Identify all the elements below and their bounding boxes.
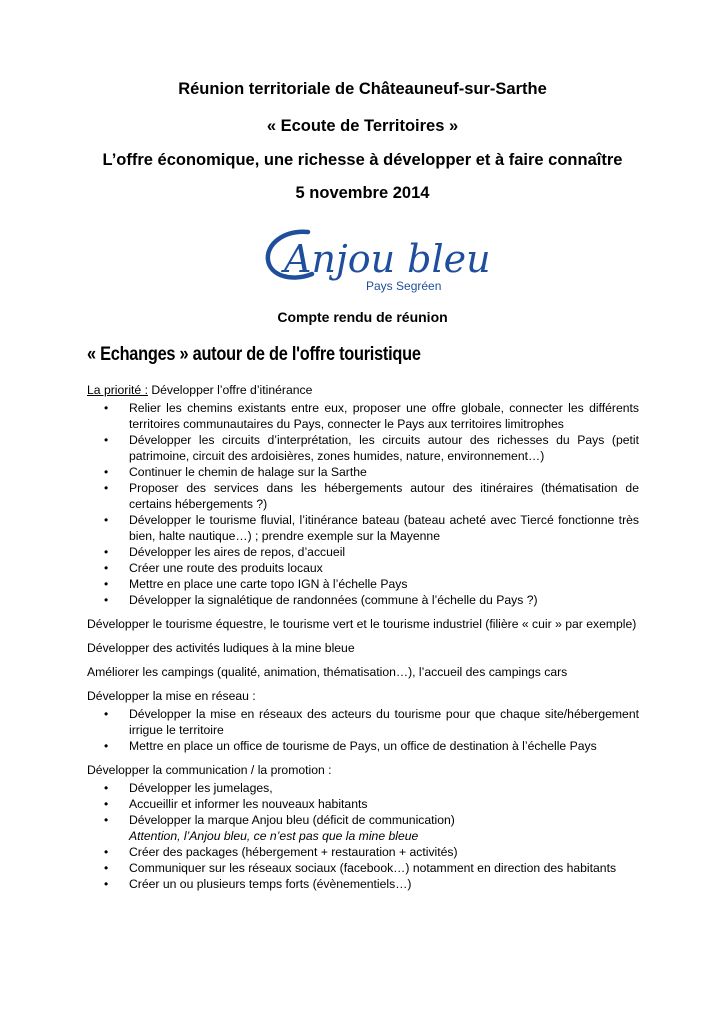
- report-body: [87, 382, 639, 900]
- header-line-3: L’offre économique, une richesse à développer et à faire connaître: [102, 151, 623, 169]
- bullet-icon: •: [104, 781, 109, 795]
- bullet-icon: •: [104, 861, 109, 875]
- list-item: • Créer des packages (hébergement + restauration + activités): [104, 845, 458, 859]
- list-item: • Continuer le chemin de halage sur la Sarthe: [104, 465, 367, 479]
- list-item: • Relier les chemins existants entre eux, proposer une offre globale, connecter les différents territoires communautaires du Pays, connecter le Pays aux territoires limitrophes: [104, 401, 639, 431]
- list-item: • Accueillir et informer les nouveaux habitants: [104, 797, 368, 811]
- list-item: • Créer un ou plusieurs temps forts (évènementiels…): [104, 877, 412, 891]
- communication-bullets: [87, 780, 639, 892]
- bullet-icon: •: [104, 465, 109, 479]
- bullet-icon: •: [104, 481, 109, 495]
- network-heading: Développer la mise en réseau :: [87, 689, 256, 703]
- bullet-icon: •: [104, 545, 109, 559]
- report-subtitle: Compte rendu de réunion: [277, 309, 448, 325]
- logo-tagline: Pays Segréen: [366, 279, 442, 293]
- paragraph-campings: Améliorer les campings (qualité, animation, thématisation…), l’accueil des campings cars: [87, 665, 568, 679]
- list-item: • Développer le tourisme fluvial, l’itinérance bateau (bateau acheté avec Tiercé fonctionne très bien, halte nautique…) ; prendre exemple sur la Mayenne: [104, 513, 639, 543]
- list-item: • Développer les jumelages,: [104, 781, 273, 795]
- paragraph-equestrian: Développer le tourisme équestre, le tourisme vert et le tourisme industriel (filière « cuir » par exemple): [87, 617, 637, 631]
- list-item: • Développer la mise en réseaux des acteurs du tourisme pour que chaque site/hébergement irrigue le territoire: [104, 707, 639, 737]
- header-line-2: « Ecoute de Territoires »: [266, 117, 459, 135]
- bullet-icon: •: [104, 561, 109, 575]
- list-item: • Mettre en place un office de tourisme de Pays, un office de destination à l’échelle Pays: [104, 739, 597, 753]
- bullet-icon: •: [104, 707, 109, 721]
- list-item: • Créer une route des produits locaux: [104, 561, 323, 575]
- bullet-icon: •: [104, 593, 109, 607]
- paragraph-mine-bleue: Développer des activités ludiques à la mine bleue: [87, 641, 355, 655]
- list-item: • Développer les aires de repos, d’accueil: [104, 545, 346, 559]
- list-item: • Mettre en place une carte topo IGN à l’échelle Pays: [104, 577, 408, 591]
- list-item: • Développer les circuits d’interprétation, les circuits autour des richesses du Pays (petit patrimoine, circuit des ardoisières, zones humides, nature, environnement…): [104, 433, 639, 463]
- bullet-icon: •: [104, 577, 109, 591]
- bullet-icon: •: [104, 877, 109, 891]
- list-item: • Développer la marque Anjou bleu (déficit de communication) Attention, l’Anjou bleu, ce n’est pas que la mine bleue: [87, 812, 639, 844]
- communication-heading: Développer la communication / la promotion :: [87, 763, 332, 777]
- section-title: « Echanges » autour de de l'offre touristique: [87, 344, 421, 365]
- priority-label: La priorité :: [87, 383, 148, 397]
- bullet-icon: •: [104, 513, 109, 527]
- priority-text: Développer l’offre d’itinérance: [147, 383, 313, 397]
- bullet-icon: •: [104, 739, 109, 753]
- network-bullets: [87, 706, 639, 754]
- bullet-icon: •: [104, 845, 109, 859]
- priority-line: [87, 382, 639, 398]
- list-item: • Communiquer sur les réseaux sociaux (facebook…) notamment en direction des habitants: [104, 861, 617, 875]
- priority-bullets: [87, 400, 639, 608]
- bullet-icon: •: [104, 433, 109, 447]
- bullet-icon: •: [104, 797, 109, 811]
- header-line-1: Réunion territoriale de Châteauneuf-sur-Sarthe: [178, 80, 547, 98]
- header-date: 5 novembre 2014: [295, 184, 430, 202]
- bullet-icon: •: [104, 813, 109, 827]
- list-item: • Développer la signalétique de randonnées (commune à l’échelle du Pays ?): [104, 593, 538, 607]
- list-item: • Proposer des services dans les hébergements autour des itinéraires (thématisation de certains hébergements ?): [104, 481, 639, 511]
- logo-wordmark: Anjou bleu: [284, 237, 491, 281]
- anjou-bleu-logo: [262, 222, 491, 294]
- bullet-icon: •: [104, 401, 109, 415]
- anjou-bleu-note: Attention, l’Anjou bleu, ce n’est pas que la mine bleue: [129, 829, 419, 843]
